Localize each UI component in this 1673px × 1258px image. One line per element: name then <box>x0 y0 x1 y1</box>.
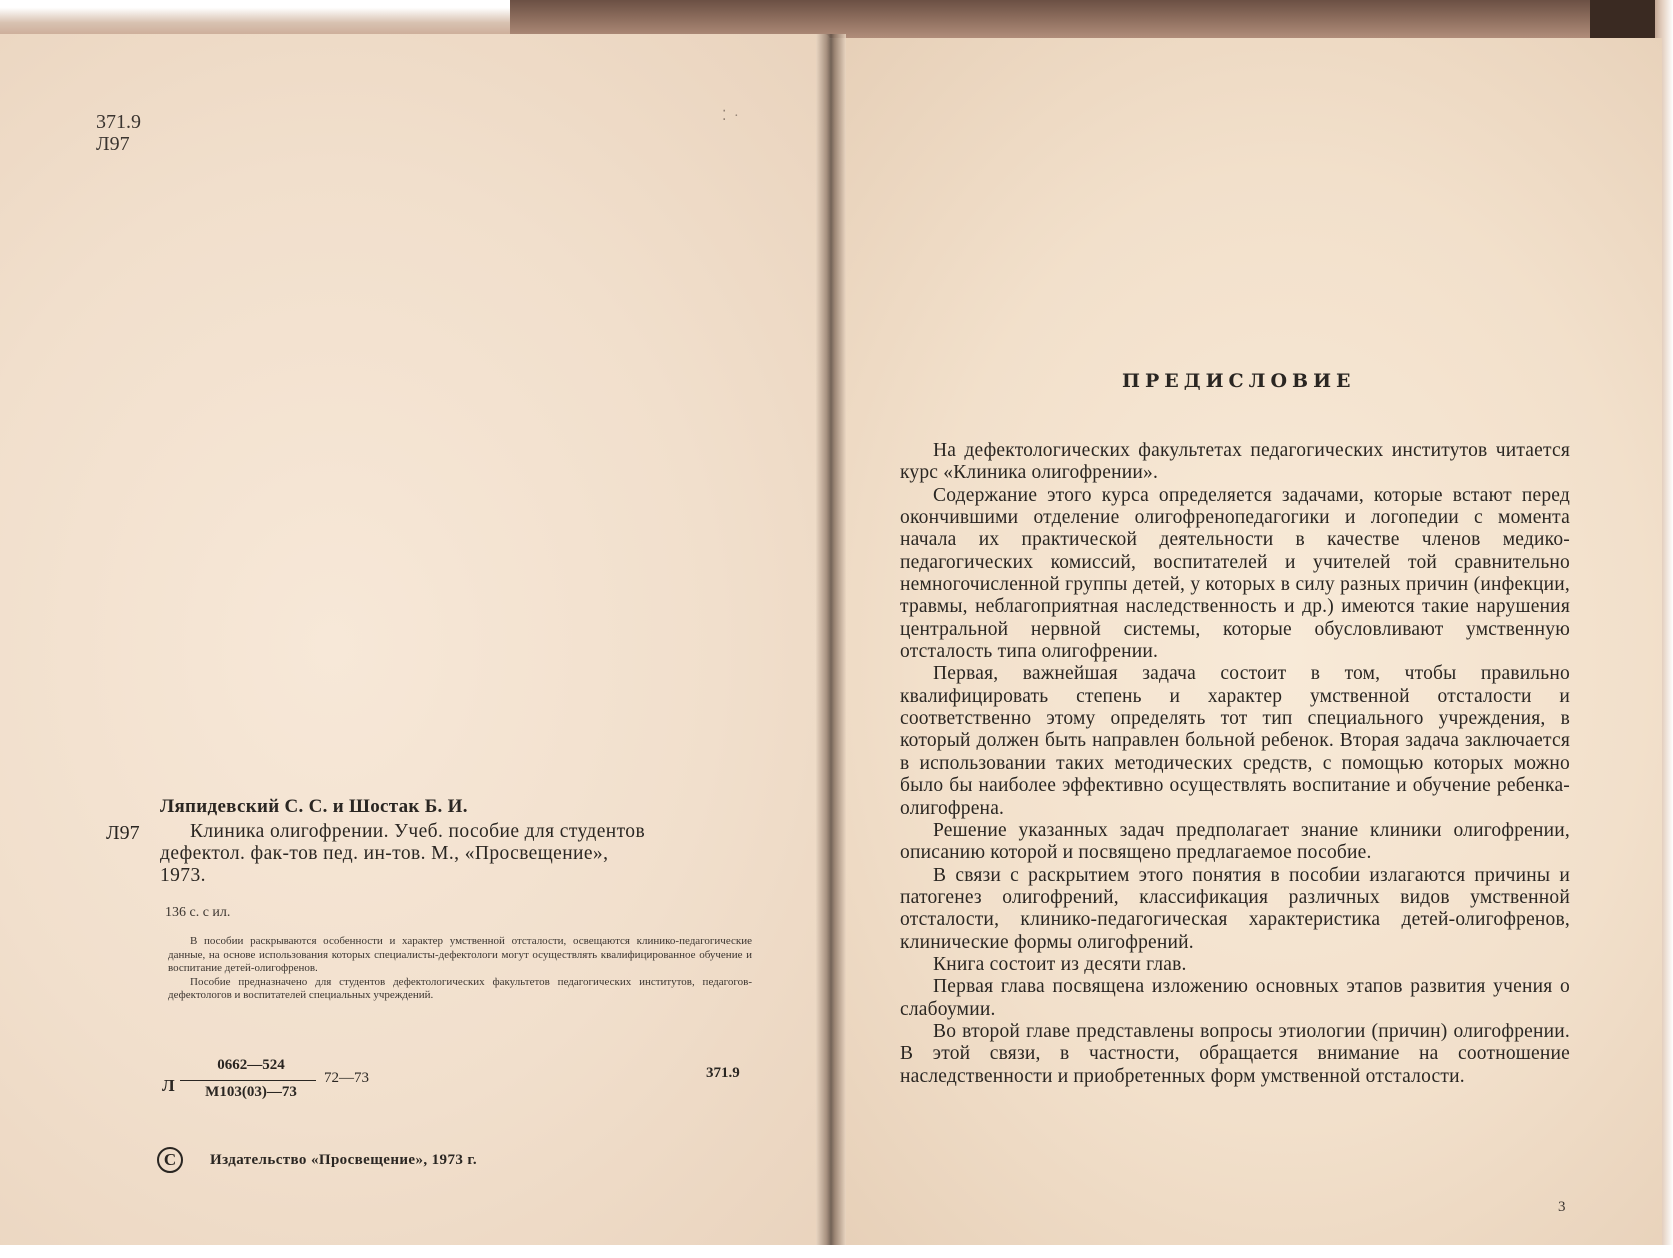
book-cover-top-left <box>0 0 510 38</box>
catalog-denominator: М103(03)—73 <box>205 1084 297 1100</box>
preface-paragraph: Первая глава посвящена изложению основных этапов развития учения о слабоумии. <box>900 976 1570 1020</box>
bib-title-line: 1973. <box>160 865 206 886</box>
copyright-icon: C <box>157 1147 183 1173</box>
catalog-numerator: 0662—524 <box>217 1057 285 1073</box>
preface-paragraph: Во второй главе представлены вопросы этиологии (причин) олигофрении. В этой связи, в частности, обращается внимание на соотношение наследственности и приобретенных форм умственной отсталости. <box>900 1020 1570 1087</box>
library-code-line: Л97 <box>96 133 130 155</box>
page-number: 3 <box>1558 1199 1566 1215</box>
preface-heading: ПРЕДИСЛОВИЕ <box>1122 370 1356 392</box>
preface-body <box>900 440 1570 1088</box>
preface-paragraph: Первая, важнейшая задача состоит в том, чтобы правильно квалифицировать степень и характер умственной отсталости и соответственно этому определять тот тип специального учреждения, в который должен быть направлен больной ребенок. Вторая задача заключается в использовании таких методических средств, с помощью которых можно было бы наиболее эффективно осуществлять воспитание и обучение ребенка-олигофрена. <box>900 663 1570 819</box>
catalog-class-code: 371.9 <box>706 1065 740 1081</box>
catalog-year-code: 72—73 <box>324 1070 369 1086</box>
bib-pages-info: 136 с. с ил. <box>165 905 231 920</box>
bib-author: Ляпидевский С. С. и Шостак Б. И. <box>160 796 468 817</box>
preface-paragraph: Книга состоит из десяти глав. <box>933 953 1187 975</box>
catalog-fraction-bar <box>180 1080 316 1081</box>
bib-annotation <box>168 935 752 1003</box>
preface-paragraph: Решение указанных задач предполагает знание клиники олигофрении, описанию которой и посвящено предлагаемое пособие. <box>900 819 1570 864</box>
page-smudge-mark: ⁚ · <box>722 109 741 124</box>
library-code <box>96 111 141 155</box>
library-code-line: 371.9 <box>96 111 141 133</box>
catalog-prefix: Л <box>162 1076 175 1095</box>
annotation-paragraph: В пособии раскрываются особенности и характер умственной отсталости, освещаются клинико-педагогические данные, на основе использования которых специалисты-дефектологи могут осуществлять квалифицированное обучение и воспитание детей-олигофренов. <box>168 935 752 974</box>
publisher-line: Издательство «Просвещение», 1973 г. <box>210 1152 478 1168</box>
preface-paragraph: Содержание этого курса определяется задачами, которые встают перед окончившими отделение олигофренопедагогики и логопедии с момента начала их практической деятельности в качестве членов медико-педагогических комиссий, воспитателей и учителей той сравнительно немногочисленной группы детей, у которых в силу разных причин (инфекции, травмы, неблагоприятная наследственность и др.) имеются такие нарушения центральной нервной системы, которые обусловливают умственную отсталость типа олигофрении. <box>900 484 1570 663</box>
book-gutter <box>816 34 846 1258</box>
preface-paragraph: В связи с раскрытием этого понятия в пособии излагаются причины и патогенез олигофрений, классификация различных видов умственной отсталости, клинико-педагогическая характеристика детей-олигофренов, клинические формы олигофрений. <box>900 864 1570 953</box>
scan-bottom-edge <box>0 1245 1673 1258</box>
bib-title-line: Клиника олигофрении. Учеб. пособие для студентов <box>190 821 646 842</box>
bib-index: Л97 <box>106 822 140 844</box>
annotation-paragraph: Пособие предназначено для студентов дефектологических факультетов педагогических институтов, педагогов-дефектологов и воспитателей специальных учреждений. <box>168 975 752 1001</box>
bib-title-line: дефектол. фак-тов пед. ин-тов. М., «Просвещение», <box>160 843 609 864</box>
preface-paragraph: На дефектологических факультетах педагогических институтов читается курс «Клиника олигофрении». <box>900 440 1570 484</box>
